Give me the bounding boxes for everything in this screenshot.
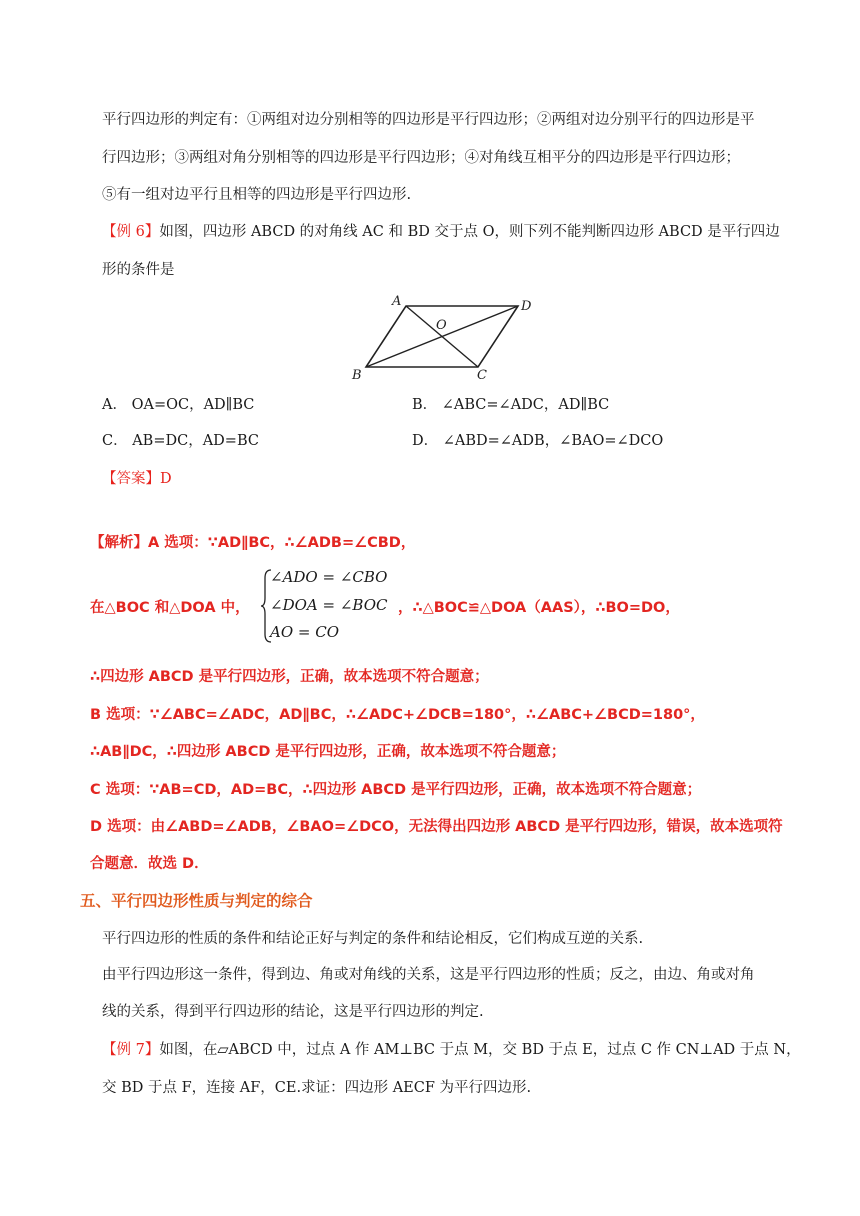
label-d: D: [521, 299, 532, 314]
solution-line-6: C 选项：∵AB=CD，AD=BC，∴四边形 ABCD 是平行四边形，正确，故本选项不符合题意；: [90, 782, 702, 798]
system-eq-3: AO = CO: [270, 623, 340, 641]
system-eq-1: ∠ADO = ∠CBO: [270, 568, 388, 586]
section5-paragraph-2a: 由平行四边形这一条件，得到边、角或对角线的关系，这是平行四边形的性质；反之，由边、角或对角: [102, 967, 755, 983]
example6-question-2: 形的条件是: [102, 262, 175, 278]
solution-line-5: ∴AB∥DC，∴四边形 ABCD 是平行四边形，正确，故本选项不符合题意；: [90, 744, 566, 760]
diagonal-bd: [366, 306, 518, 367]
solution-line-1: 【解析】A 选项：∵AD∥BC，∴∠ADB=∠CBD，: [90, 535, 416, 551]
example7-line-1: [102, 1040, 801, 1060]
example7-tag: 【例 7】: [102, 1042, 160, 1058]
answer-line: [102, 469, 172, 489]
section5-paragraph-1: 平行四边形的性质的条件和结论正好与判定的条件和结论相反，它们构成互逆的关系.: [102, 931, 644, 947]
label-b: B: [352, 368, 362, 382]
intro-line-1: 平行四边形的判定有：①两组对边分别相等的四边形是平行四边形；②两组对边分别平行的四边形是平: [102, 112, 755, 128]
solution-line-7: D 选项：由∠ABD=∠ADB，∠BAO=∠DCO，无法得出四边形 ABCD 是平行四边形，错误，故本选项符: [90, 819, 783, 835]
example7-question-2: 交 BD 于点 F，连接 AF，CE.求证：四边形 AECF 为平行四边形.: [102, 1080, 532, 1096]
solution-line-4: B 选项：∵∠ABC=∠ADC，AD∥BC，∴∠ADC+∠DCB=180°，∴∠ABC+∠BCD=180°，: [90, 707, 705, 723]
intro-line-2: 行四边形；③两组对角分别相等的四边形是平行四边形；④对角线互相平分的四边形是平行四边形；: [102, 150, 740, 166]
option-c: C． AB=DC，AD=BC: [102, 433, 259, 449]
example6-tag: 【例 6】: [102, 224, 160, 240]
solution-line-2-prefix: 在△BOC 和△DOA 中，: [90, 600, 250, 616]
label-o: O: [436, 318, 447, 333]
intro-line-3: ⑤有一组对边平行且相等的四边形是平行四边形.: [102, 187, 412, 203]
option-d: D． ∠ABD=∠ADB，∠BAO=∠DCO: [412, 433, 664, 449]
label-a: A: [392, 294, 402, 309]
section5-paragraph-2b: 线的关系，得到平行四边形的结论，这是平行四边形的判定.: [102, 1004, 484, 1020]
solution-line-2-suffix: ，∴△BOC≌△DOA（AAS），∴BO=DO，: [398, 600, 680, 616]
option-a: A． OA=OC，AD∥BC: [102, 397, 255, 413]
solution-line-3: ∴四边形 ABCD 是平行四边形，正确，故本选项不符合题意；: [90, 669, 489, 685]
example6-question-1: 如图，四边形 ABCD 的对角线 AC 和 BD 交于点 O，则下列不能判断四边形 ABCD 是平行四边: [159, 224, 780, 240]
answer-tag: 【答案】: [102, 471, 160, 487]
parallelogram-figure: [346, 292, 546, 382]
answer-value: D: [160, 471, 172, 487]
example6-line-1: [102, 222, 780, 242]
label-c: C: [477, 368, 487, 382]
example7-question-1: 如图，在▱ABCD 中，过点 A 作 AM⊥BC 于点 M，交 BD 于点 E，过点 C 作 CN⊥AD 于点 N，: [159, 1042, 801, 1058]
system-eq-2: ∠DOA = ∠BOC: [270, 596, 388, 614]
section-heading: 五、平行四边形性质与判定的综合: [80, 892, 313, 910]
solution-line-8: 合题意．故选 D．: [90, 856, 209, 872]
option-b: B． ∠ABC=∠ADC，AD∥BC: [412, 397, 610, 413]
